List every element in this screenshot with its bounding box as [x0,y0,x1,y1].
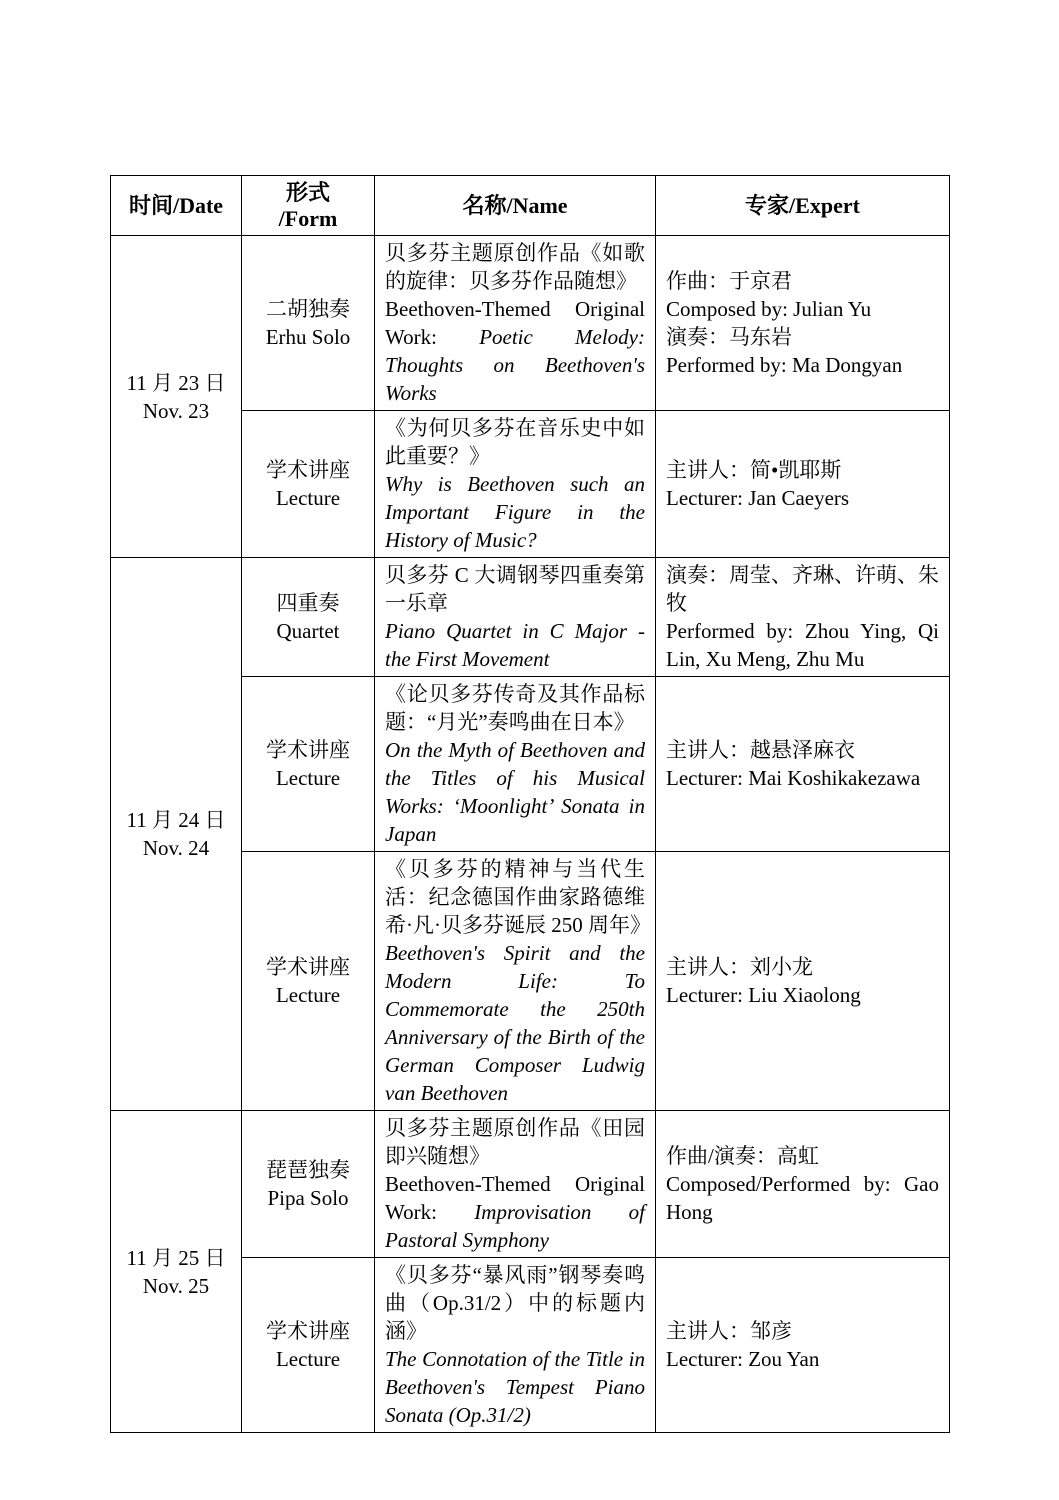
expert-line: Composed/Performed by: Gao Hong [666,1172,939,1224]
table-header-row [111,176,950,236]
form-zh: 四重奏 [276,591,340,615]
expert-cell [656,236,950,411]
name-en-title: Beethoven's Spirit and the Modern Life: To Commemorate the 250th Anniversary of the Birth of the German Composer Ludwig van Beethoven [385,941,645,1105]
expert-line: Performed by: Ma Dongyan [666,353,903,377]
form-zh: 学术讲座 [266,1319,350,1343]
form-cell [242,1258,375,1433]
form-en: Lecture [275,486,341,510]
date-zh: 11 月 23 日 [126,370,226,395]
expert-line: Lecturer: Zou Yan [666,1347,820,1371]
header-expert-label: 专家/Expert [745,192,860,218]
expert-line: Composed by: Julian Yu [666,297,872,321]
form-zh: 学术讲座 [266,738,350,762]
date-en: Nov. 25 [142,1273,210,1298]
expert-line: 作曲：于京君 [666,269,792,293]
name-zh: 《论贝多芬传奇及其作品标题：“月光”奏鸣曲在日本》 [385,682,645,734]
name-en [385,1170,645,1254]
name-cell [375,1258,656,1433]
name-en [385,939,645,1107]
name-en-title: On the Myth of Beethoven and the Titles of his Musical Works: ‘Moonlight’ Sonata in Japan [385,738,645,846]
name-en-prefix: Beethoven-Themed Original Work: [385,297,645,349]
expert-line: 演奏：周莹、齐琳、许萌、朱牧 [666,563,939,615]
header-date [111,176,242,236]
table-row [111,236,950,411]
name-cell [375,852,656,1111]
form-cell [242,236,375,411]
form-zh: 琵琶独奏 [266,1158,350,1182]
date-en: Nov. 24 [142,836,210,860]
expert-line: 作曲/演奏：高虹 [666,1144,819,1168]
name-zh: 贝多芬主题原创作品《田园即兴随想》 [385,1116,645,1168]
form-cell [242,1111,375,1258]
expert-line: 主讲人：简•凯耶斯 [666,458,842,482]
name-cell [375,411,656,558]
name-en-title: The Connotation of the Title in Beethoven's Tempest Piano Sonata (Op.31/2) [385,1347,645,1427]
name-en-title: Improvisation of Pastoral Symphony [385,1200,645,1252]
name-zh: 贝多芬 C 大调钢琴四重奏第一乐章 [385,563,645,615]
name-zh: 《贝多芬的精神与当代生活：纪念德国作曲家路德维希·凡·贝多芬诞辰 250 周年》 [385,857,651,937]
name-en-title: Piano Quartet in C Major - the First Movement [385,619,645,671]
expert-cell [656,677,950,852]
expert-line: 主讲人：邹彦 [666,1319,792,1343]
form-en: Pipa Solo [267,1186,349,1210]
expert-line: 主讲人：刘小龙 [666,955,813,979]
form-zh: 学术讲座 [266,955,350,979]
date-zh: 11 月 24 日 [126,808,226,832]
expert-cell [656,558,950,677]
expert-cell [656,852,950,1111]
name-en [385,470,645,554]
event-schedule-table [110,175,950,1433]
form-cell [242,852,375,1111]
expert-cell [656,1111,950,1258]
expert-cell [656,1258,950,1433]
form-cell [242,411,375,558]
header-form [242,176,375,236]
expert-line: 演奏：马东岩 [666,325,792,349]
name-zh: 贝多芬主题原创作品《如歌的旋律：贝多芬作品随想》 [385,241,645,293]
header-form-label-en: /Form [278,205,338,231]
name-en [385,1345,645,1429]
header-date-label: 时间/Date [128,192,224,218]
header-name [375,176,656,236]
date-cell-nov25 [111,1111,242,1433]
form-en: Erhu Solo [265,325,351,349]
name-en [385,736,645,848]
header-expert [656,176,950,236]
name-en-prefix: Beethoven-Themed Original Work: [385,1172,645,1224]
name-cell [375,677,656,852]
form-en: Lecture [275,1347,341,1371]
expert-line: Lecturer: Mai Koshikakezawa [666,766,921,790]
expert-line: Lecturer: Jan Caeyers [666,486,850,510]
name-zh: 《贝多芬“暴风雨”钢琴奏鸣曲（Op.31/2）中的标题内涵》 [385,1263,645,1343]
expert-cell [656,411,950,558]
date-cell-nov24 [111,558,242,1111]
form-en: Quartet [276,619,340,643]
expert-line: Performed by: Zhou Ying, Qi Lin, Xu Meng, Zhu Mu [666,619,939,671]
name-cell [375,1111,656,1258]
expert-line: Lecturer: Liu Xiaolong [666,983,861,1007]
table-row [111,558,950,677]
date-zh: 11 月 25 日 [126,1245,226,1270]
form-en: Lecture [275,983,341,1007]
form-en: Lecture [275,766,341,790]
name-en-title: Poetic Melody: Thoughts on Beethoven's Works [385,325,645,405]
header-name-label: 名称/Name [462,192,568,218]
name-en [385,617,645,673]
expert-line: 主讲人：越悬泽麻衣 [666,738,855,762]
name-cell [375,236,656,411]
name-en-title: Why is Beethoven such an Important Figure in the History of Music? [385,472,645,552]
header-form-label-zh: 形式 [285,179,330,205]
form-cell [242,677,375,852]
name-cell [375,558,656,677]
name-zh: 《为何贝多芬在音乐史中如此重要？》 [385,416,645,468]
form-zh: 学术讲座 [266,458,350,482]
form-zh: 二胡独奏 [266,297,350,321]
table-row [111,1111,950,1258]
date-cell-nov23 [111,236,242,558]
form-cell [242,558,375,677]
date-en: Nov. 23 [142,398,210,423]
name-en [385,295,645,407]
